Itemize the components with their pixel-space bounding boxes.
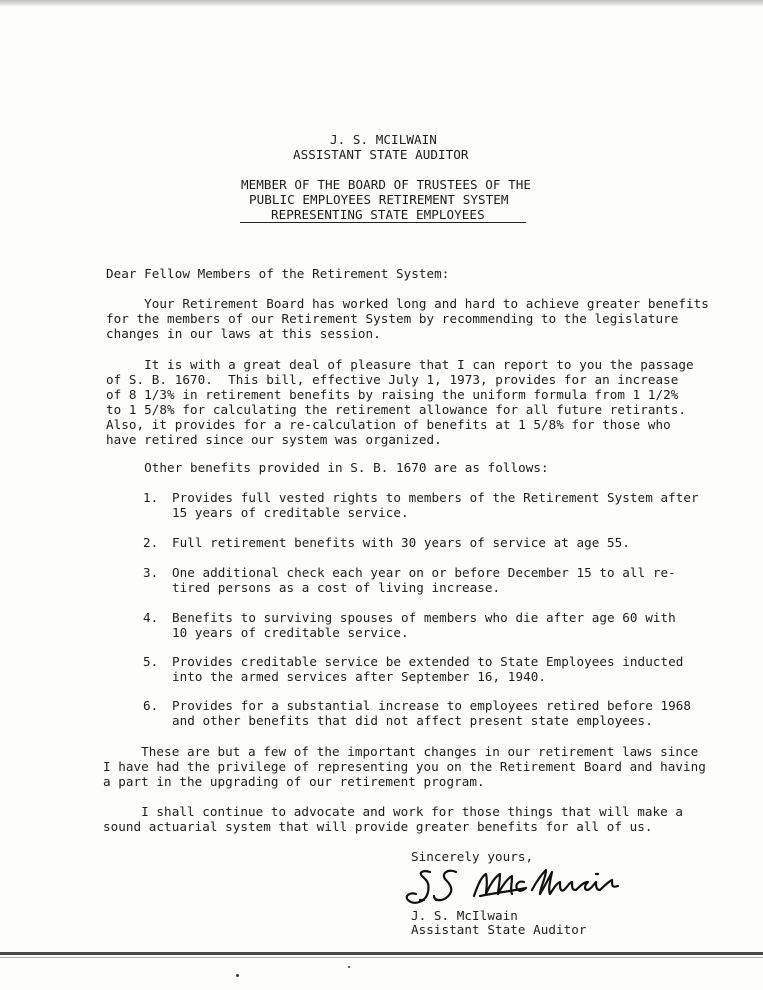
board-line-2: PUBLIC EMPLOYEES RETIREMENT SYSTEM [249, 192, 509, 207]
paragraph-2-line-3: of 8 1/3% in retirement benefits by raising the uniform formula from 1 1/2% [106, 387, 679, 402]
scan-speck [348, 966, 350, 968]
board-line-1: MEMBER OF THE BOARD OF TRUSTEES OF THE [241, 177, 532, 192]
benefit-6-line-1: Provides for a substantial increase to employees retired before 1968 [172, 698, 691, 713]
paragraph-3-line-1: These are but a few of the important changes in our retirement laws since [103, 744, 699, 759]
benefit-1-number: 1. [143, 490, 159, 505]
benefits-intro: Other benefits provided in S. B. 1670 are as follows: [106, 460, 549, 475]
scan-edge-bottom [0, 952, 763, 955]
benefit-2-line-1: Full retirement benefits with 30 years of service at age 55. [172, 535, 630, 550]
paragraph-1-line-2: for the members of our Retirement System by recommending to the legislature [106, 311, 679, 326]
benefit-4-number: 4. [143, 610, 159, 625]
paragraph-2-line-1: It is with a great deal of pleasure that I can report to you the passage [106, 357, 694, 372]
paragraph-4-line-2: sound actuarial system that will provide greater benefits for all of us. [103, 819, 653, 834]
paragraph-3-line-2: I have had the privilege of representing you on the Retirement Board and having [103, 759, 706, 774]
benefit-3-number: 3. [143, 565, 159, 580]
benefit-5-line-1: Provides creditable service be extended to State Employees inducted [172, 654, 684, 669]
board-line-3: REPRESENTING STATE EMPLOYEES [271, 207, 485, 222]
letterhead-title: ASSISTANT STATE AUDITOR [293, 147, 469, 162]
signer-name: J. S. McIlwain [411, 908, 518, 923]
paragraph-1-line-3: changes in our laws at this session. [106, 326, 381, 341]
closing: Sincerely yours, [411, 849, 534, 864]
paragraph-4-line-1: I shall continue to advocate and work for those things that will make a [103, 804, 684, 819]
scan-edge-top [0, 0, 763, 6]
benefit-3-line-2: tired persons as a cost of living increase. [172, 580, 501, 595]
handwritten-signature [400, 860, 625, 912]
paragraph-3-line-3: a part in the upgrading of our retirement program. [103, 774, 485, 789]
benefit-1-line-1: Provides full vested rights to members of the Retirement System after [172, 490, 699, 505]
benefit-3-line-1: One additional check each year on or before December 15 to all re- [172, 565, 676, 580]
scan-speck [236, 974, 239, 977]
benefit-5-number: 5. [143, 654, 159, 669]
letterhead-name: J. S. MCILWAIN [330, 132, 437, 147]
benefit-5-line-2: into the armed services after September 16, 1940. [172, 669, 546, 684]
salutation: Dear Fellow Members of the Retirement System: [106, 266, 450, 281]
paragraph-2-line-2: of S. B. 1670. This bill, effective July 1, 1973, provides for an increase [106, 372, 679, 387]
letterhead-rule [240, 222, 526, 223]
benefit-1-line-2: 15 years of creditable service. [172, 505, 409, 520]
scan-edge-bottom-line [0, 957, 763, 958]
benefit-6-line-2: and other benefits that did not affect present state employees. [172, 713, 653, 728]
benefit-4-line-2: 10 years of creditable service. [172, 625, 409, 640]
paragraph-1-line-1: Your Retirement Board has worked long and hard to achieve greater benefits [106, 296, 709, 311]
benefit-2-number: 2. [143, 535, 159, 550]
benefit-6-number: 6. [143, 698, 159, 713]
paragraph-2-line-5: Also, it provides for a re-calculation of benefits at 1 5/8% for those who [106, 417, 671, 432]
paragraph-2-line-6: have retired since our system was organized. [106, 432, 442, 447]
paragraph-2-line-4: to 1 5/8% for calculating the retirement allowance for all future retirants. [106, 402, 687, 417]
benefit-4-line-1: Benefits to surviving spouses of members who die after age 60 with [172, 610, 676, 625]
signer-title: Assistant State Auditor [411, 922, 587, 937]
